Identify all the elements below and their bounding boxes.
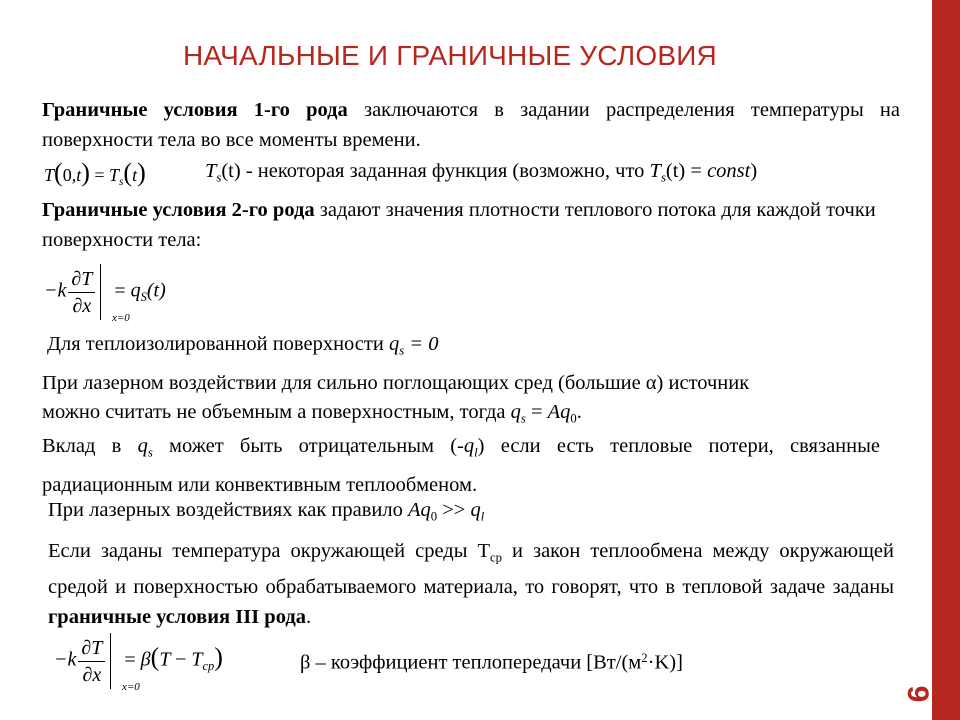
description-text: - некоторая заданная функция (возможно, что bbox=[245, 160, 650, 182]
subscript-s: s bbox=[399, 343, 405, 358]
paragraph-insulated bbox=[47, 333, 439, 358]
paragraph-contribution bbox=[42, 430, 880, 502]
symbol-q: q bbox=[510, 401, 521, 423]
accent-side-bar bbox=[932, 0, 960, 720]
fraction-numerator: ∂T bbox=[78, 635, 105, 662]
minus-sign: − bbox=[175, 648, 187, 671]
subscript-cp: ср bbox=[490, 550, 503, 565]
subscript-0: 0 bbox=[430, 509, 438, 524]
paragraph-third-kind bbox=[48, 536, 894, 632]
symbol-beta: β bbox=[140, 648, 151, 671]
formula-first-kind: $T(0,t) = T_s(t)$ bbox=[44, 158, 146, 188]
period: . bbox=[576, 401, 582, 423]
paragraph-text: Вклад в bbox=[42, 435, 138, 457]
symbol-Ts: T bbox=[205, 160, 217, 182]
formula-third-kind-description bbox=[300, 651, 683, 674]
fraction-denominator: ∂x bbox=[72, 294, 92, 317]
subscript-s: s bbox=[660, 170, 666, 185]
symbol-q: q bbox=[470, 499, 481, 521]
paragraph-text: Для теплоизолированной поверхности bbox=[47, 333, 389, 355]
fraction-dT-dx bbox=[78, 635, 105, 688]
subscript-s: s bbox=[119, 175, 124, 188]
equals-zero: = 0 bbox=[404, 333, 439, 355]
symbol-t: t bbox=[132, 165, 138, 185]
formula-second-kind bbox=[44, 264, 166, 320]
subscript-cp: cp bbox=[202, 658, 215, 673]
subscript-s: s bbox=[216, 170, 222, 185]
paragraph-text: и закон теплообмена между окружающей средой и поверхностью обрабатываемого материала, то говорят, что в тепловой задаче заданы bbox=[48, 540, 894, 599]
symbol-q: q bbox=[130, 279, 141, 302]
arg-t: (t) bbox=[221, 160, 241, 182]
symbol-q: q bbox=[388, 333, 400, 355]
paragraph-text: При лазерных воздействиях как правило bbox=[48, 499, 408, 521]
close-paren: ) bbox=[750, 160, 758, 182]
superscript-2: 2 bbox=[641, 651, 648, 665]
slide-title: НАЧАЛЬНЫЕ И ГРАНИЧНЫЕ УСЛОВИЯ bbox=[183, 40, 717, 71]
paragraph-second-kind bbox=[42, 195, 900, 255]
fraction-numerator: ∂T bbox=[68, 266, 95, 293]
equals-sign: = bbox=[525, 401, 548, 423]
evaluation-point: x=0 bbox=[122, 681, 140, 693]
evaluation-bar bbox=[110, 633, 111, 689]
equals-text: = bbox=[685, 160, 708, 182]
subscript-l: l bbox=[480, 509, 485, 524]
term-first-kind: Граничные условия 1-го рода bbox=[42, 99, 348, 121]
equals-sign: = bbox=[114, 279, 126, 302]
symbol-Ts: T bbox=[109, 165, 120, 185]
formula-first-kind-description bbox=[205, 160, 757, 185]
subscript-S: S bbox=[140, 289, 147, 304]
symbol-Aq: Aq bbox=[407, 499, 431, 521]
paragraph-text: Если заданы температура окружающей среды Т bbox=[48, 540, 491, 562]
equals-sign: = bbox=[124, 648, 136, 671]
comma: , bbox=[71, 165, 77, 185]
fraction-denominator: ∂x bbox=[82, 663, 102, 686]
symbol-T: T bbox=[159, 648, 171, 671]
page-number: 9 bbox=[901, 685, 934, 703]
symbol-t: t bbox=[76, 165, 82, 185]
term-third-kind: граничные условия III рода bbox=[48, 606, 306, 629]
symbol-Aq: Aq bbox=[547, 401, 571, 423]
subscript-0: 0 bbox=[570, 411, 577, 426]
term-second-kind: Граничные условия 2-го рода bbox=[42, 199, 315, 221]
formula-third-kind: −k $\frac{\partial T}{\partial x}$ = $\beta(T - T_{cp})$ bbox=[54, 633, 223, 689]
subscript-s: s bbox=[147, 445, 153, 460]
paragraph-text: задают значения плотности теплового потока для каждой точки поверхности тела: bbox=[42, 199, 876, 251]
much-greater-sign: >> bbox=[437, 499, 471, 521]
arg-t: (t) bbox=[146, 279, 166, 302]
paragraph-laser-rule bbox=[48, 499, 484, 524]
const-text: const bbox=[707, 160, 751, 182]
paragraph-text: ) если есть тепловые потери, связанные радиационным или конвективным теплообменом. bbox=[42, 435, 880, 497]
symbol-T: T bbox=[191, 648, 203, 671]
value-zero: 0 bbox=[62, 165, 72, 185]
paragraph-text: заключаются в задании распределения температуры на поверхности тела во все моменты времени. bbox=[42, 99, 900, 151]
paragraph-text: можно считать не объемным а поверхностным, тогда bbox=[42, 401, 511, 423]
evaluation-point: x=0 bbox=[112, 312, 130, 324]
symbol-q: q bbox=[137, 435, 148, 457]
minus-k: −k bbox=[54, 648, 77, 671]
arg-t: (t) bbox=[665, 160, 686, 182]
subscript-l: l bbox=[474, 445, 478, 460]
minus-k: −k bbox=[44, 279, 67, 302]
paragraph-laser-line2 bbox=[42, 401, 582, 426]
subscript-s: s bbox=[520, 411, 526, 426]
description-text: ·K)] bbox=[647, 651, 683, 674]
evaluation-bar bbox=[100, 264, 101, 320]
symbol-q: q bbox=[463, 435, 475, 457]
symbol-T: T bbox=[44, 165, 55, 185]
description-text: β – коэффициент теплопередачи [Вт/(м bbox=[300, 651, 642, 674]
paragraph-first-kind bbox=[42, 95, 900, 155]
equals-sign: = bbox=[94, 165, 105, 185]
paragraph-text: может быть отрицательным (- bbox=[152, 435, 464, 457]
paragraph-laser-line1: При лазерном воздействии для сильно поглощающих сред (большие α) источник bbox=[42, 372, 750, 394]
symbol-Ts: T bbox=[649, 160, 661, 182]
fraction-dT-dx bbox=[68, 266, 95, 319]
period: . bbox=[305, 606, 312, 629]
